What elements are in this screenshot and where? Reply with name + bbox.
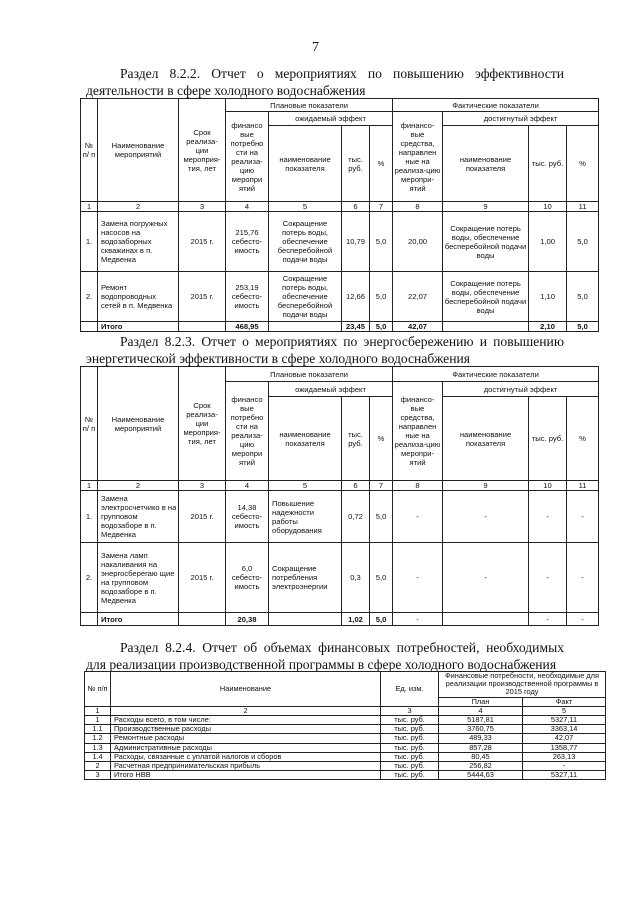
heading-line: Раздел 8.2.2. Отчет о мероприятиях по повышению эффективности	[120, 66, 564, 81]
row-name: Производственные расходы	[111, 725, 381, 734]
col-header-thous: тыс. руб.	[529, 126, 567, 202]
column-number: 6	[342, 202, 370, 212]
measure-fin: 14,38 себестоимость	[226, 491, 269, 543]
fact-pct: 5,0	[567, 212, 599, 272]
row-fact: 263,13	[523, 752, 606, 761]
table-row	[85, 716, 606, 725]
col-header-thous: тыс. руб.	[342, 397, 370, 481]
col-header-pct: %	[370, 126, 393, 202]
fact-sum: -	[529, 543, 567, 613]
col-header-pct: %	[567, 126, 599, 202]
row-fact: 42,07	[523, 734, 606, 743]
row-plan: 489,33	[439, 734, 523, 743]
total-fin: 20,38	[226, 613, 269, 626]
fact-indicator: -	[443, 543, 529, 613]
column-number: 10	[529, 481, 567, 491]
table-row	[85, 752, 606, 761]
total-fact-fin: -	[393, 613, 443, 626]
plan-sum: 0,3	[342, 543, 370, 613]
row-unit: тыс. руб.	[381, 752, 439, 761]
row-name: Расчетная предпринимательская прибыль	[111, 762, 381, 771]
row-fact: 3363,14	[523, 725, 606, 734]
col-header-num: № п/п	[85, 672, 111, 707]
measure-term: 2015 г.	[179, 491, 226, 543]
measure-fin: 6,0 себестоимость	[226, 543, 269, 613]
table-row	[81, 491, 599, 543]
total-label: Итого	[98, 322, 179, 332]
total-row	[81, 613, 599, 626]
total-label: Итого	[98, 613, 179, 626]
column-number: 9	[443, 481, 529, 491]
measure-name: Ремонт водопроводных сетей в п. Медвенка	[98, 272, 179, 322]
row-num: 1.	[81, 491, 98, 543]
measure-name: Замена ламп накаливания на энергосберегаю щие на групповом водозаборе в п. Медвенка	[98, 543, 179, 613]
column-numbers-row	[81, 481, 599, 491]
row-fact: 5327,11	[523, 771, 606, 780]
column-number: 7	[370, 481, 393, 491]
row-name: Ремонтные расходы	[111, 734, 381, 743]
fact-sum: -	[529, 491, 567, 543]
measure-name: Замена электросчетчико в на групповом водозаборе в п. Медвенка	[98, 491, 179, 543]
col-header-name: Наименование мероприятий	[98, 99, 179, 202]
row-unit: тыс. руб.	[381, 734, 439, 743]
row-plan: 5444,63	[439, 771, 523, 780]
total-fact-sum: 2,10	[529, 322, 567, 332]
column-number: 9	[443, 202, 529, 212]
fact-indicator: Сокращение потерь воды, обеспечение бесперебойной подачи воды	[443, 272, 529, 322]
col-header-fin-need: финансо вые потребно сти на реализа-цию меропри ятий	[226, 112, 269, 202]
plan-pct: 5,0	[370, 272, 393, 322]
column-number: 4	[439, 706, 523, 715]
efficiency-measures-table	[80, 98, 599, 332]
column-number: 2	[98, 202, 179, 212]
fact-fin: -	[393, 543, 443, 613]
plan-pct: 5,0	[370, 491, 393, 543]
table-row	[85, 771, 606, 780]
col-header-num: № п/ п	[81, 99, 98, 202]
column-number: 11	[567, 481, 599, 491]
total-fin: 468,95	[226, 322, 269, 332]
col-header-term: Срок реализа-ции мероприя-тия, лет	[179, 367, 226, 481]
page-number: 7	[312, 40, 319, 55]
col-header-fin-means: финансо-вые средства, направлен ные на реализа-цию меропри-ятий	[393, 382, 443, 481]
row-name: Итого НВВ	[111, 771, 381, 780]
row-num: 1.2	[85, 734, 111, 743]
section-8-2-2-heading	[86, 65, 564, 99]
column-number: 5	[269, 202, 342, 212]
plan-indicator: Сокращение потерь воды, обеспечение бесперебойной подачи воды	[269, 212, 342, 272]
measure-term: 2015 г.	[179, 272, 226, 322]
plan-pct: 5,0	[370, 212, 393, 272]
heading-line: Раздел 8.2.3. Отчет о мероприятиях по энергосбережению и повышению	[120, 334, 564, 349]
plan-sum: 12,66	[342, 272, 370, 322]
row-num: 3	[85, 771, 111, 780]
col-header-indicator: наименование показателя	[443, 126, 529, 202]
fact-sum: 1,00	[529, 212, 567, 272]
heading-line: для реализации производственной программы в сфере холодного водоснабжения	[86, 657, 557, 672]
row-num: 1.	[81, 212, 98, 272]
measure-fin: 215,76 себестоимость	[226, 212, 269, 272]
row-fact: -	[523, 762, 606, 771]
row-unit: тыс. руб.	[381, 725, 439, 734]
col-header-planned: Плановые показатели	[226, 99, 393, 112]
fact-fin: -	[393, 491, 443, 543]
plan-indicator: Сокращение потребления электроэнергии	[269, 543, 342, 613]
row-num: 1.3	[85, 743, 111, 752]
heading-line: Раздел 8.2.4. Отчет об объемах финансовых потребностей, необходимых	[120, 640, 564, 655]
col-header-num: № п/ п	[81, 367, 98, 481]
total-fact-pct: -	[567, 613, 599, 626]
fact-pct: -	[567, 491, 599, 543]
col-header-term: Срок реализа-ции мероприя-тия, лет	[179, 99, 226, 202]
row-num: 2.	[81, 543, 98, 613]
fact-sum: 1,10	[529, 272, 567, 322]
row-plan: 5187,81	[439, 716, 523, 725]
col-header-expected: ожидаемый эффект	[269, 382, 393, 397]
total-plan-sum: 1,02	[342, 613, 370, 626]
plan-indicator: Сокращение потерь воды, обеспечение бесперебойной подачи воды	[269, 272, 342, 322]
column-numbers-row	[81, 202, 599, 212]
column-number: 1	[81, 202, 98, 212]
section-8-2-3-heading	[86, 333, 564, 367]
row-unit: тыс. руб.	[381, 762, 439, 771]
measure-fin: 253,19 себестоимость	[226, 272, 269, 322]
table-row	[85, 762, 606, 771]
fact-indicator: Сокращение потерь воды, обеспечение бесперебойной подачи воды	[443, 212, 529, 272]
measure-term: 2015 г.	[179, 212, 226, 272]
financial-needs-table	[84, 671, 606, 780]
plan-indicator: Повышение надежности работы оборудования	[269, 491, 342, 543]
column-number: 3	[381, 706, 439, 715]
row-unit: тыс. руб.	[381, 716, 439, 725]
col-header-indicator: наименование показателя	[443, 397, 529, 481]
col-header-fin-needs: Финансовые потребности, необходимые для реализации производственной программы в 2015 году	[439, 672, 606, 698]
row-fact: 1358,77	[523, 743, 606, 752]
column-number: 3	[179, 481, 226, 491]
total-row	[81, 322, 599, 332]
table-row	[85, 734, 606, 743]
row-unit: тыс. руб.	[381, 743, 439, 752]
plan-pct: 5,0	[370, 543, 393, 613]
fact-fin: 20,00	[393, 212, 443, 272]
col-header-fin-need: финансо вые потребно сти на реализа-цию меропри ятий	[226, 382, 269, 481]
col-header-indicator: наименование показателя	[269, 397, 342, 481]
row-plan: 256,82	[439, 762, 523, 771]
plan-sum: 10,79	[342, 212, 370, 272]
col-header-plan: План	[439, 697, 523, 706]
col-header-actual: Фактические показатели	[393, 99, 599, 112]
fact-indicator: -	[443, 491, 529, 543]
row-name: Расходы всего, в том числе:	[111, 716, 381, 725]
column-number: 10	[529, 202, 567, 212]
row-name: Административные расходы	[111, 743, 381, 752]
row-fact: 5327,11	[523, 716, 606, 725]
heading-line: энергетической эффективности в сфере холодного водоснабжения	[86, 351, 470, 366]
row-num: 2	[85, 762, 111, 771]
col-header-achieved: достигнутый эффект	[443, 382, 599, 397]
row-num: 1.1	[85, 725, 111, 734]
column-number: 2	[98, 481, 179, 491]
row-plan: 80,45	[439, 752, 523, 761]
plan-sum: 0,72	[342, 491, 370, 543]
fact-fin: 22,07	[393, 272, 443, 322]
measure-name: Замена погружных насосов на водозаборных скважинах в п. Медвенка	[98, 212, 179, 272]
column-number: 4	[226, 481, 269, 491]
col-header-expected: ожидаемый эффект	[269, 112, 393, 126]
total-fact-sum: -	[529, 613, 567, 626]
col-header-pct: %	[370, 397, 393, 481]
total-plan-pct: 5,0	[370, 322, 393, 332]
col-header-name: Наименование	[111, 672, 381, 707]
row-num: 2.	[81, 272, 98, 322]
table-row	[81, 543, 599, 613]
col-header-fact: Факт	[523, 697, 606, 706]
heading-line: деятельности в сфере холодного водоснабжения	[86, 83, 366, 98]
col-header-achieved: достигнутый эффект	[443, 112, 599, 126]
total-plan-sum: 23,45	[342, 322, 370, 332]
total-fact-pct: 5,0	[567, 322, 599, 332]
col-header-planned: Плановые показатели	[226, 367, 393, 382]
row-name: Расходы, связанные с уплатой налогов и сборов	[111, 752, 381, 761]
row-num: 1.4	[85, 752, 111, 761]
column-number: 6	[342, 481, 370, 491]
total-fact-fin: 42,07	[393, 322, 443, 332]
column-number: 5	[269, 481, 342, 491]
section-8-2-4-heading	[86, 639, 564, 673]
col-header-pct: %	[567, 397, 599, 481]
col-header-actual: Фактические показатели	[393, 367, 599, 382]
fact-pct: 5,0	[567, 272, 599, 322]
col-header-thous: тыс. руб.	[529, 397, 567, 481]
table-row	[81, 212, 599, 272]
column-number: 2	[111, 706, 381, 715]
col-header-unit: Ед. изм.	[381, 672, 439, 707]
column-number: 7	[370, 202, 393, 212]
row-unit: тыс. руб.	[381, 771, 439, 780]
column-number: 11	[567, 202, 599, 212]
column-number: 8	[393, 481, 443, 491]
column-number: 1	[81, 481, 98, 491]
table-row	[85, 725, 606, 734]
column-number: 8	[393, 202, 443, 212]
total-plan-pct: 5,0	[370, 613, 393, 626]
row-plan: 857,28	[439, 743, 523, 752]
col-header-thous: тыс. руб.	[342, 126, 370, 202]
row-num: 1	[85, 716, 111, 725]
table-row	[81, 272, 599, 322]
measure-term: 2015 г.	[179, 543, 226, 613]
column-number: 3	[179, 202, 226, 212]
column-numbers-row	[85, 706, 606, 715]
column-number: 5	[523, 706, 606, 715]
energy-saving-measures-table	[80, 366, 599, 626]
row-plan: 3760,75	[439, 725, 523, 734]
fact-pct: -	[567, 543, 599, 613]
col-header-indicator: наименование показателя	[269, 126, 342, 202]
col-header-name: Наименование мероприятий	[98, 367, 179, 481]
col-header-fin-means: финансо-вые средства, направлен ные на реализа-цию меропри-ятий	[393, 112, 443, 202]
column-number: 1	[85, 706, 111, 715]
column-number: 4	[226, 202, 269, 212]
table-row	[85, 743, 606, 752]
